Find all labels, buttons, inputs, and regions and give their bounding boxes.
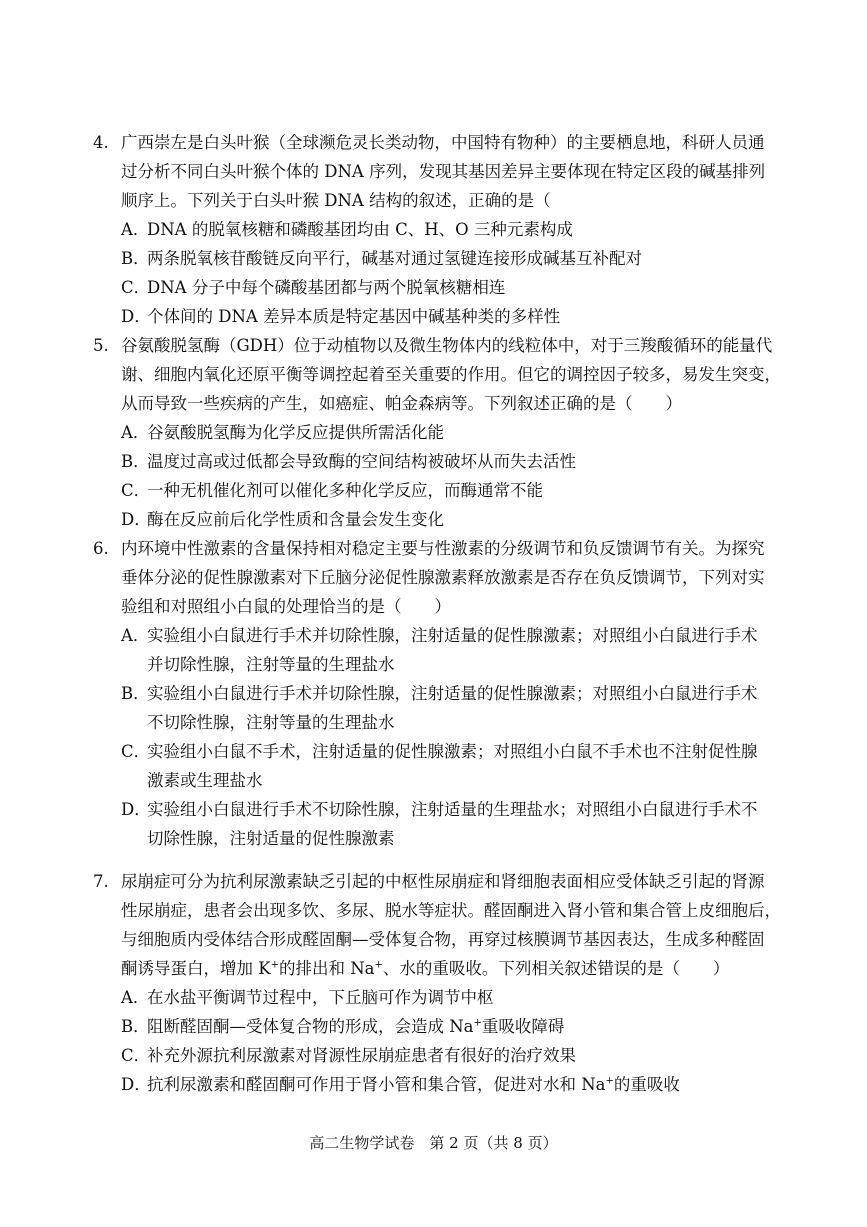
question-stem-line: 过分析不同白头叶猴个体的 DNA 序列，发现其基因差异主要体现在特定区段的碱基排列 [121,162,766,181]
option-b: B．阻断醛固酮—受体复合物的形成，会造成 Na+重吸收障碍 [121,1017,565,1036]
question-number: 5. [93,336,109,355]
option-a: A．谷氨酸脱氢酶为化学反应提供所需活化能 [121,423,444,442]
option-b-continued: 不切除性腺，注射等量的生理盐水 [147,713,395,732]
question-stem-line: 从而导致一些疾病的产生，如癌症、帕金森病等。下列叙述正确的是（ ） [121,394,682,413]
option-c-continued: 激素或生理盐水 [147,771,263,790]
question-stem-line: 内环境中性激素的含量保持相对稳定主要与性激素的分级调节和负反馈调节有关。为探究 [121,539,765,558]
option-d: D．实验组小白鼠进行手术不切除性腺，注射适量的生理盐水；对照组小白鼠进行手术不 [121,800,758,819]
option-b: B．温度过高或过低都会导致酶的空间结构被破坏从而失去活性 [121,452,576,471]
question-4 [93,128,793,331]
option-a: A．在水盐平衡调节过程中，下丘脑可作为调节中枢 [121,988,494,1007]
question-stem-line: 性尿崩症，患者会出现多饮、多尿、脱水等症状。醛固酮进入肾小管和集合管上皮细胞后， [121,901,781,920]
question-number: 4. [93,133,109,152]
question-number: 6. [93,539,109,558]
question-6 [93,534,793,853]
option-d: D．抗利尿激素和醛固酮可作用于肾小管和集合管，促进对水和 Na+的重吸收 [121,1075,680,1094]
question-stem-line: 谷氨酸脱氢酶（GDH）位于动植物以及微生物体内的线粒体中，对于三羧酸循环的能量代 [121,336,773,355]
option-d: D．酶在反应前后化学性质和含量会发生变化 [121,510,444,529]
option-d: D．个体间的 DNA 差异本质是特定基因中碱基种类的多样性 [121,307,561,326]
question-stem-line: 谢、细胞内氧化还原平衡等调控起着至关重要的作用。但它的调控因子较多，易发生突变， [121,365,781,384]
option-b: B．两条脱氧核苷酸链反向平行，碱基对通过氢键连接形成碱基互补配对 [121,249,642,268]
option-c: C．一种无机催化剂可以催化多种化学反应，而酶通常不能 [121,481,543,500]
option-a-continued: 并切除性腺，注射等量的生理盐水 [147,655,395,674]
question-stem-line: 酮诱导蛋白，增加 K+的排出和 Na+、水的重吸收。下列相关叙述错误的是（ ） [121,959,730,978]
question-stem-line: 尿崩症可分为抗利尿激素缺乏引起的中枢性尿崩症和肾细胞表面相应受体缺乏引起的肾源 [121,872,765,891]
option-b: B．实验组小白鼠进行手术并切除性腺，注射适量的促性腺激素；对照组小白鼠进行手术 [121,684,758,703]
question-7 [93,867,793,1099]
option-a: A．实验组小白鼠进行手术并切除性腺，注射适量的促性腺激素；对照组小白鼠进行手术 [121,626,758,645]
question-stem-line: 广西崇左是白头叶猴（全球濒危灵长类动物，中国特有物种）的主要栖息地，科研人员通 [121,133,765,152]
question-stem-line: 与细胞质内受体结合形成醛固酮—受体复合物，再穿过核膜调节基因表达，生成多种醛固 [121,930,765,949]
option-a: A．DNA 的脱氧核糖和磷酸基团均由 C、H、O 三种元素构成 [121,220,573,239]
question-number: 7. [93,872,109,891]
page-footer: 高二生物学试卷 第 2 页（共 8 页） [309,1134,558,1152]
option-c: C．实验组小白鼠不手术，注射适量的促性腺激素；对照组小白鼠不手术也不注射促性腺 [121,742,758,761]
option-d-continued: 切除性腺，注射适量的促性腺激素 [147,829,395,848]
question-5 [93,331,793,534]
question-stem-line: 顺序上。下列关于白头叶猴 DNA 结构的叙述，正确的是（ [121,191,551,210]
option-c: C．补充外源抗利尿激素对肾源性尿崩症患者有很好的治疗效果 [121,1046,576,1065]
question-stem-line: 验组和对照组小白鼠的处理恰当的是（ ） [121,597,451,616]
question-stem-line: 垂体分泌的促性腺激素对下丘脑分泌促性腺激素释放激素是否存在负反馈调节，下列对实 [121,568,765,587]
option-c: C．DNA 分子中每个磷酸基团都与两个脱氧核糖相连 [121,278,506,297]
